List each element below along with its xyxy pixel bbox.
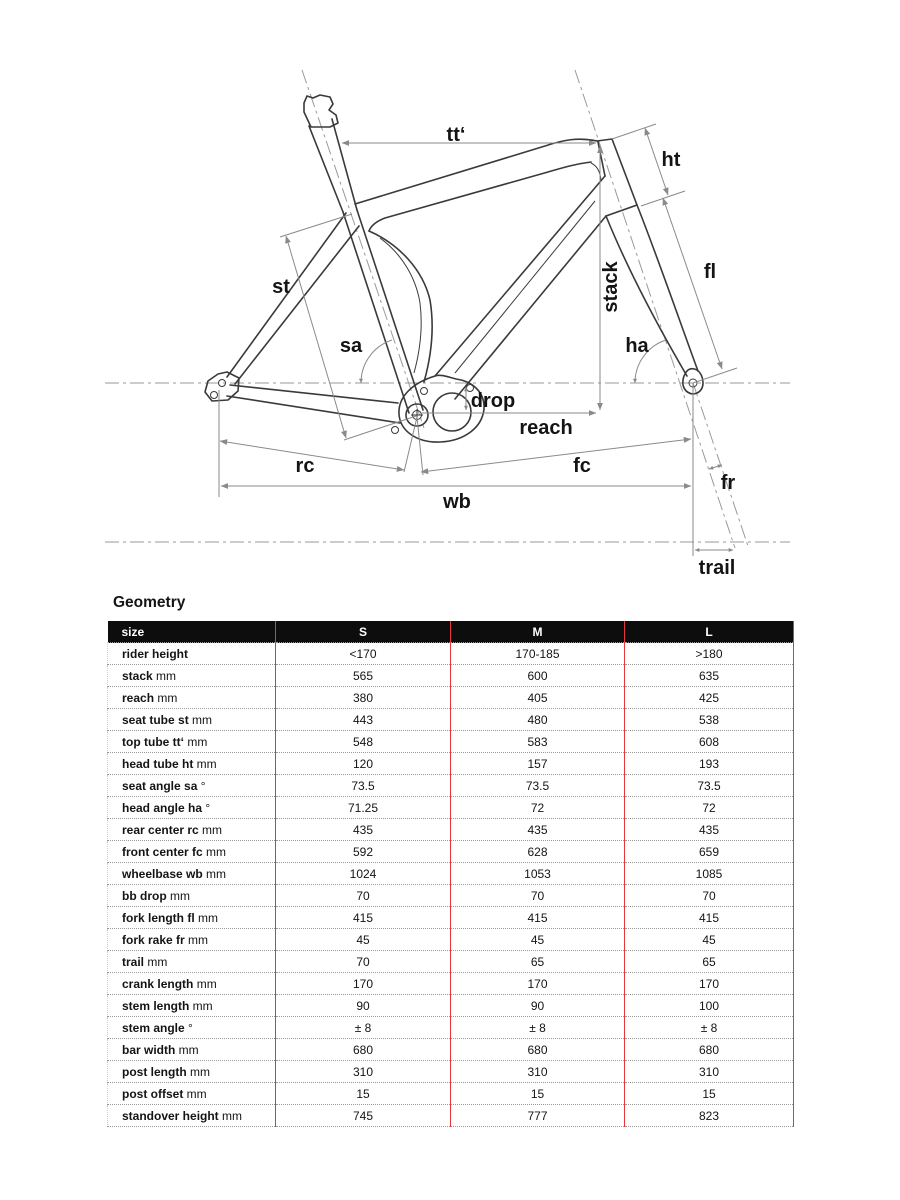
value-cell: 15: [625, 1083, 794, 1105]
table-row: [108, 929, 794, 951]
table-row: [108, 709, 794, 731]
geometry-table-body: [108, 643, 794, 1127]
value-cell: 680: [625, 1039, 794, 1061]
table-row: [108, 731, 794, 753]
value-cell: 592: [276, 841, 451, 863]
dim-front-center: [421, 439, 691, 472]
dimension-label-sa: sa: [339, 335, 363, 357]
value-cell: 157: [451, 753, 625, 775]
table-row: [108, 1105, 794, 1127]
steering-axis: [575, 70, 735, 548]
value-cell: 170: [625, 973, 794, 995]
value-cell: 170: [451, 973, 625, 995]
table-row: [108, 775, 794, 797]
value-cell: 1053: [451, 863, 625, 885]
value-cell: ± 8: [625, 1017, 794, 1039]
value-cell: 405: [451, 687, 625, 709]
value-cell: 583: [451, 731, 625, 753]
column-header-l: L: [625, 621, 794, 643]
value-cell: 635: [625, 665, 794, 687]
value-cell: 73.5: [451, 775, 625, 797]
table-row: [108, 665, 794, 687]
value-cell: 628: [451, 841, 625, 863]
table-row: [108, 1083, 794, 1105]
value-cell: 90: [451, 995, 625, 1017]
dimension-label-reach: reach: [519, 417, 573, 439]
seat-stay: [227, 213, 359, 384]
row-label: fork rake fr mm: [108, 929, 276, 951]
value-cell: 45: [276, 929, 451, 951]
dimension-label-fr: fr: [720, 472, 736, 494]
dimension-label-tt: tt‘: [446, 124, 466, 146]
table-row: [108, 1017, 794, 1039]
dropout-bolt: [211, 392, 218, 399]
value-cell: 73.5: [276, 775, 451, 797]
value-cell: <170: [276, 643, 451, 665]
value-cell: 565: [276, 665, 451, 687]
dimension-label-ht: ht: [661, 149, 681, 171]
value-cell: 443: [276, 709, 451, 731]
value-cell: 415: [625, 907, 794, 929]
top-tube: [355, 139, 597, 231]
dimension-label-fl: fl: [703, 261, 717, 283]
column-header-m: M: [451, 621, 625, 643]
value-cell: 90: [276, 995, 451, 1017]
value-cell: 480: [451, 709, 625, 731]
value-cell: 70: [276, 885, 451, 907]
dimension-label-ha: ha: [625, 335, 649, 357]
dim-fork-rake: [709, 465, 722, 469]
row-label: crank length mm: [108, 973, 276, 995]
value-cell: 45: [451, 929, 625, 951]
value-cell: 777: [451, 1105, 625, 1127]
chain-stay: [227, 385, 400, 423]
dimension-lines: [219, 124, 737, 556]
value-cell: 15: [451, 1083, 625, 1105]
ext-seat-top: [280, 214, 352, 237]
value-cell: 823: [625, 1105, 794, 1127]
value-cell: 538: [625, 709, 794, 731]
value-cell: 120: [276, 753, 451, 775]
dim-fork-length: [663, 198, 722, 369]
value-cell: 745: [276, 1105, 451, 1127]
value-cell: 15: [276, 1083, 451, 1105]
value-cell: 1024: [276, 863, 451, 885]
ext-front-axle: [693, 368, 737, 383]
row-label: fork length fl mm: [108, 907, 276, 929]
row-label: post length mm: [108, 1061, 276, 1083]
row-label: bar width mm: [108, 1039, 276, 1061]
table-row: [108, 687, 794, 709]
value-cell: 1085: [625, 863, 794, 885]
value-cell: 415: [451, 907, 625, 929]
motor-bolt-2: [392, 427, 399, 434]
value-cell: 65: [625, 951, 794, 973]
dimension-label-wb: wb: [443, 491, 471, 513]
ext-head-top: [612, 124, 656, 139]
value-cell: 380: [276, 687, 451, 709]
value-cell: 72: [625, 797, 794, 819]
value-cell: 310: [276, 1061, 451, 1083]
seat-tube-fairing-inner: [380, 238, 421, 373]
row-label: wheelbase wb mm: [108, 863, 276, 885]
table-row: [108, 797, 794, 819]
value-cell: 680: [276, 1039, 451, 1061]
value-cell: 73.5: [625, 775, 794, 797]
row-label: head tube ht mm: [108, 753, 276, 775]
value-cell: 193: [625, 753, 794, 775]
table-row: [108, 907, 794, 929]
seatpost: [309, 119, 357, 212]
row-label: post offset mm: [108, 1083, 276, 1105]
value-cell: 310: [451, 1061, 625, 1083]
table-row: [108, 819, 794, 841]
header-row: [108, 621, 794, 643]
table-row: [108, 841, 794, 863]
row-label: rider height: [108, 643, 276, 665]
dim-seat-tube: [286, 236, 346, 438]
table-row: [108, 951, 794, 973]
row-label: rear center rc mm: [108, 819, 276, 841]
row-label: seat angle sa °: [108, 775, 276, 797]
value-cell: 435: [276, 819, 451, 841]
value-cell: 659: [625, 841, 794, 863]
row-label: standover height mm: [108, 1105, 276, 1127]
row-label: reach mm: [108, 687, 276, 709]
dimension-label-trail: trail: [698, 557, 736, 579]
table-row: [108, 995, 794, 1017]
row-label: seat tube st mm: [108, 709, 276, 731]
value-cell: 170: [276, 973, 451, 995]
value-cell: 425: [625, 687, 794, 709]
row-label: stem angle °: [108, 1017, 276, 1039]
row-label: head angle ha °: [108, 797, 276, 819]
row-label: bb drop mm: [108, 885, 276, 907]
row-label: trail mm: [108, 951, 276, 973]
motor-bolt-1: [421, 388, 428, 395]
value-cell: 70: [625, 885, 794, 907]
geometry-table: [107, 621, 794, 1127]
row-label: stem length mm: [108, 995, 276, 1017]
table-heading: Geometry: [113, 594, 186, 611]
value-cell: 600: [451, 665, 625, 687]
table-row: [108, 973, 794, 995]
bike-geometry-diagram: [0, 0, 900, 590]
row-label: top tube tt‘ mm: [108, 731, 276, 753]
table-row: [108, 863, 794, 885]
row-label: stack mm: [108, 665, 276, 687]
value-cell: 310: [625, 1061, 794, 1083]
value-cell: 45: [625, 929, 794, 951]
value-cell: 435: [625, 819, 794, 841]
fork-offset-axis: [693, 383, 748, 546]
row-label: front center fc mm: [108, 841, 276, 863]
value-cell: 100: [625, 995, 794, 1017]
value-cell: 70: [276, 951, 451, 973]
down-tube-seam: [455, 201, 595, 373]
value-cell: 70: [451, 885, 625, 907]
table-row: [108, 1061, 794, 1083]
dimension-label-st: st: [272, 276, 290, 298]
value-cell: 71.25: [276, 797, 451, 819]
table-row: [108, 885, 794, 907]
motor-circle: [433, 393, 471, 431]
dimension-labels: [272, 124, 735, 579]
value-cell: 608: [625, 731, 794, 753]
dimension-label-rc: rc: [295, 455, 315, 477]
table-row: [108, 753, 794, 775]
dimension-label-fc: fc: [573, 455, 591, 477]
dimension-label-drop: drop: [470, 390, 516, 412]
value-cell: ± 8: [276, 1017, 451, 1039]
value-cell: 435: [451, 819, 625, 841]
column-header-size: size: [108, 621, 276, 643]
dimension-label-stack: stack: [600, 261, 622, 313]
value-cell: 415: [276, 907, 451, 929]
value-cell: 680: [451, 1039, 625, 1061]
value-cell: ± 8: [451, 1017, 625, 1039]
column-header-s: S: [276, 621, 451, 643]
value-cell: 170-185: [451, 643, 625, 665]
value-cell: 72: [451, 797, 625, 819]
table-row: [108, 643, 794, 665]
value-cell: 65: [451, 951, 625, 973]
table-row: [108, 1039, 794, 1061]
value-cell: 548: [276, 731, 451, 753]
value-cell: >180: [625, 643, 794, 665]
frame-outline: [205, 95, 703, 442]
